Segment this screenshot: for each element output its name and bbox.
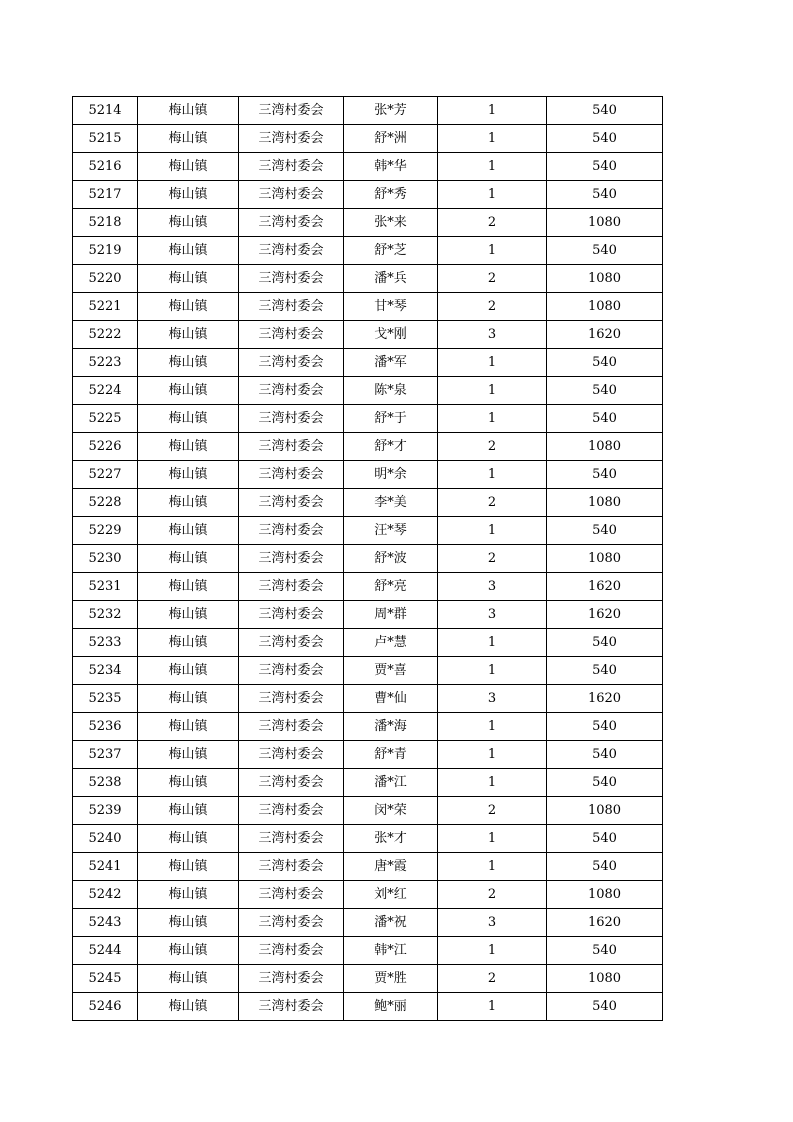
town-cell: 梅山镇	[138, 657, 239, 685]
village-committee-cell: 三湾村委会	[239, 237, 344, 265]
village-committee-cell: 三湾村委会	[239, 517, 344, 545]
row-number-cell: 5241	[73, 853, 138, 881]
person-name-cell: 张*才	[344, 825, 438, 853]
row-number-cell: 5240	[73, 825, 138, 853]
village-committee-cell: 三湾村委会	[239, 573, 344, 601]
amount-cell: 1080	[547, 265, 663, 293]
amount-cell: 1620	[547, 909, 663, 937]
table-row	[73, 909, 663, 937]
table-row	[73, 965, 663, 993]
amount-cell: 540	[547, 825, 663, 853]
row-number-cell: 5222	[73, 321, 138, 349]
row-number-cell: 5232	[73, 601, 138, 629]
row-number-cell: 5234	[73, 657, 138, 685]
row-number-cell: 5228	[73, 489, 138, 517]
table-row	[73, 825, 663, 853]
town-cell: 梅山镇	[138, 461, 239, 489]
village-committee-cell: 三湾村委会	[239, 769, 344, 797]
household-count-cell: 1	[438, 825, 547, 853]
household-count-cell: 2	[438, 265, 547, 293]
table-row	[73, 629, 663, 657]
town-cell: 梅山镇	[138, 125, 239, 153]
village-committee-cell: 三湾村委会	[239, 405, 344, 433]
town-cell: 梅山镇	[138, 993, 239, 1021]
village-committee-cell: 三湾村委会	[239, 153, 344, 181]
table-row	[73, 293, 663, 321]
town-cell: 梅山镇	[138, 349, 239, 377]
amount-cell: 540	[547, 125, 663, 153]
amount-cell: 540	[547, 937, 663, 965]
table-row	[73, 881, 663, 909]
person-name-cell: 潘*兵	[344, 265, 438, 293]
person-name-cell: 周*群	[344, 601, 438, 629]
amount-cell: 540	[547, 237, 663, 265]
town-cell: 梅山镇	[138, 293, 239, 321]
village-committee-cell: 三湾村委会	[239, 461, 344, 489]
row-number-cell: 5218	[73, 209, 138, 237]
village-committee-cell: 三湾村委会	[239, 349, 344, 377]
table-row	[73, 853, 663, 881]
table-row	[73, 937, 663, 965]
village-committee-cell: 三湾村委会	[239, 97, 344, 125]
table-row	[73, 545, 663, 573]
table-row	[73, 601, 663, 629]
village-committee-cell: 三湾村委会	[239, 685, 344, 713]
amount-cell: 540	[547, 349, 663, 377]
person-name-cell: 陈*泉	[344, 377, 438, 405]
village-committee-cell: 三湾村委会	[239, 433, 344, 461]
town-cell: 梅山镇	[138, 937, 239, 965]
table-row	[73, 153, 663, 181]
table-row	[73, 573, 663, 601]
row-number-cell: 5239	[73, 797, 138, 825]
village-committee-cell: 三湾村委会	[239, 993, 344, 1021]
row-number-cell: 5238	[73, 769, 138, 797]
amount-cell: 540	[547, 741, 663, 769]
amount-cell: 540	[547, 181, 663, 209]
table-row	[73, 685, 663, 713]
row-number-cell: 5242	[73, 881, 138, 909]
town-cell: 梅山镇	[138, 573, 239, 601]
village-committee-cell: 三湾村委会	[239, 629, 344, 657]
town-cell: 梅山镇	[138, 321, 239, 349]
person-name-cell: 卢*慧	[344, 629, 438, 657]
household-count-cell: 1	[438, 853, 547, 881]
town-cell: 梅山镇	[138, 769, 239, 797]
person-name-cell: 潘*江	[344, 769, 438, 797]
person-name-cell: 张*芳	[344, 97, 438, 125]
row-number-cell: 5224	[73, 377, 138, 405]
village-committee-cell: 三湾村委会	[239, 713, 344, 741]
household-count-cell: 1	[438, 937, 547, 965]
amount-cell: 540	[547, 517, 663, 545]
amount-cell: 540	[547, 405, 663, 433]
town-cell: 梅山镇	[138, 685, 239, 713]
amount-cell: 1080	[547, 209, 663, 237]
amount-cell: 1620	[547, 685, 663, 713]
table-body	[73, 97, 663, 1021]
household-count-cell: 3	[438, 685, 547, 713]
village-committee-cell: 三湾村委会	[239, 293, 344, 321]
village-committee-cell: 三湾村委会	[239, 741, 344, 769]
town-cell: 梅山镇	[138, 629, 239, 657]
household-count-cell: 1	[438, 461, 547, 489]
person-name-cell: 贾*喜	[344, 657, 438, 685]
person-name-cell: 舒*秀	[344, 181, 438, 209]
household-count-cell: 1	[438, 629, 547, 657]
row-number-cell: 5236	[73, 713, 138, 741]
table-row	[73, 405, 663, 433]
town-cell: 梅山镇	[138, 909, 239, 937]
village-committee-cell: 三湾村委会	[239, 797, 344, 825]
household-count-cell: 2	[438, 209, 547, 237]
person-name-cell: 舒*洲	[344, 125, 438, 153]
person-name-cell: 曹*仙	[344, 685, 438, 713]
town-cell: 梅山镇	[138, 405, 239, 433]
village-committee-cell: 三湾村委会	[239, 657, 344, 685]
person-name-cell: 戈*刚	[344, 321, 438, 349]
town-cell: 梅山镇	[138, 965, 239, 993]
table-row	[73, 97, 663, 125]
amount-cell: 540	[547, 153, 663, 181]
household-count-cell: 1	[438, 349, 547, 377]
village-committee-cell: 三湾村委会	[239, 965, 344, 993]
household-count-cell: 1	[438, 741, 547, 769]
household-count-cell: 2	[438, 965, 547, 993]
person-name-cell: 舒*芝	[344, 237, 438, 265]
row-number-cell: 5246	[73, 993, 138, 1021]
village-committee-cell: 三湾村委会	[239, 489, 344, 517]
town-cell: 梅山镇	[138, 97, 239, 125]
amount-cell: 540	[547, 713, 663, 741]
row-number-cell: 5214	[73, 97, 138, 125]
person-name-cell: 鲍*丽	[344, 993, 438, 1021]
household-count-cell: 1	[438, 769, 547, 797]
table-row	[73, 321, 663, 349]
household-count-cell: 1	[438, 181, 547, 209]
row-number-cell: 5227	[73, 461, 138, 489]
village-committee-cell: 三湾村委会	[239, 853, 344, 881]
household-count-cell: 1	[438, 377, 547, 405]
amount-cell: 1620	[547, 321, 663, 349]
village-committee-cell: 三湾村委会	[239, 881, 344, 909]
village-committee-cell: 三湾村委会	[239, 209, 344, 237]
household-count-cell: 3	[438, 321, 547, 349]
town-cell: 梅山镇	[138, 853, 239, 881]
row-number-cell: 5231	[73, 573, 138, 601]
row-number-cell: 5221	[73, 293, 138, 321]
person-name-cell: 贾*胜	[344, 965, 438, 993]
household-count-cell: 1	[438, 97, 547, 125]
household-count-cell: 2	[438, 433, 547, 461]
row-number-cell: 5230	[73, 545, 138, 573]
town-cell: 梅山镇	[138, 265, 239, 293]
person-name-cell: 潘*海	[344, 713, 438, 741]
row-number-cell: 5245	[73, 965, 138, 993]
village-committee-cell: 三湾村委会	[239, 377, 344, 405]
table-row	[73, 209, 663, 237]
table-row	[73, 489, 663, 517]
amount-cell: 1620	[547, 601, 663, 629]
table-row	[73, 741, 663, 769]
row-number-cell: 5235	[73, 685, 138, 713]
village-committee-cell: 三湾村委会	[239, 909, 344, 937]
town-cell: 梅山镇	[138, 377, 239, 405]
table-row	[73, 517, 663, 545]
town-cell: 梅山镇	[138, 741, 239, 769]
row-number-cell: 5226	[73, 433, 138, 461]
table-row	[73, 265, 663, 293]
town-cell: 梅山镇	[138, 713, 239, 741]
amount-cell: 1080	[547, 433, 663, 461]
household-count-cell: 2	[438, 881, 547, 909]
table-row	[73, 461, 663, 489]
household-count-cell: 3	[438, 601, 547, 629]
town-cell: 梅山镇	[138, 545, 239, 573]
amount-cell: 1080	[547, 293, 663, 321]
household-count-cell: 2	[438, 293, 547, 321]
row-number-cell: 5233	[73, 629, 138, 657]
amount-cell: 540	[547, 461, 663, 489]
table-row	[73, 237, 663, 265]
row-number-cell: 5220	[73, 265, 138, 293]
amount-cell: 540	[547, 853, 663, 881]
village-committee-cell: 三湾村委会	[239, 125, 344, 153]
person-name-cell: 舒*于	[344, 405, 438, 433]
village-committee-cell: 三湾村委会	[239, 545, 344, 573]
person-name-cell: 甘*琴	[344, 293, 438, 321]
amount-cell: 540	[547, 993, 663, 1021]
amount-cell: 1080	[547, 489, 663, 517]
person-name-cell: 舒*亮	[344, 573, 438, 601]
row-number-cell: 5243	[73, 909, 138, 937]
amount-cell: 540	[547, 657, 663, 685]
row-number-cell: 5225	[73, 405, 138, 433]
row-number-cell: 5237	[73, 741, 138, 769]
household-count-cell: 2	[438, 797, 547, 825]
person-name-cell: 闵*荣	[344, 797, 438, 825]
amount-cell: 1080	[547, 965, 663, 993]
village-committee-cell: 三湾村委会	[239, 321, 344, 349]
person-name-cell: 明*余	[344, 461, 438, 489]
amount-cell: 540	[547, 377, 663, 405]
household-count-cell: 1	[438, 657, 547, 685]
table-row	[73, 769, 663, 797]
town-cell: 梅山镇	[138, 489, 239, 517]
town-cell: 梅山镇	[138, 237, 239, 265]
row-number-cell: 5229	[73, 517, 138, 545]
table-row	[73, 181, 663, 209]
household-count-cell: 1	[438, 237, 547, 265]
table-row	[73, 125, 663, 153]
village-committee-cell: 三湾村委会	[239, 181, 344, 209]
amount-cell: 540	[547, 769, 663, 797]
town-cell: 梅山镇	[138, 881, 239, 909]
town-cell: 梅山镇	[138, 825, 239, 853]
person-name-cell: 舒*波	[344, 545, 438, 573]
amount-cell: 1080	[547, 545, 663, 573]
person-name-cell: 潘*军	[344, 349, 438, 377]
person-name-cell: 李*美	[344, 489, 438, 517]
household-count-cell: 2	[438, 545, 547, 573]
person-name-cell: 刘*红	[344, 881, 438, 909]
row-number-cell: 5244	[73, 937, 138, 965]
village-committee-cell: 三湾村委会	[239, 601, 344, 629]
person-name-cell: 潘*祝	[344, 909, 438, 937]
data-table	[72, 96, 663, 1021]
town-cell: 梅山镇	[138, 797, 239, 825]
town-cell: 梅山镇	[138, 153, 239, 181]
table-row	[73, 433, 663, 461]
person-name-cell: 张*来	[344, 209, 438, 237]
household-count-cell: 1	[438, 517, 547, 545]
household-count-cell: 2	[438, 489, 547, 517]
person-name-cell: 舒*青	[344, 741, 438, 769]
town-cell: 梅山镇	[138, 181, 239, 209]
household-count-cell: 1	[438, 405, 547, 433]
table-row	[73, 713, 663, 741]
household-count-cell: 1	[438, 125, 547, 153]
row-number-cell: 5223	[73, 349, 138, 377]
person-name-cell: 舒*才	[344, 433, 438, 461]
person-name-cell: 韩*华	[344, 153, 438, 181]
amount-cell: 1620	[547, 573, 663, 601]
row-number-cell: 5216	[73, 153, 138, 181]
town-cell: 梅山镇	[138, 433, 239, 461]
village-committee-cell: 三湾村委会	[239, 825, 344, 853]
household-count-cell: 3	[438, 573, 547, 601]
household-count-cell: 1	[438, 713, 547, 741]
amount-cell: 1080	[547, 797, 663, 825]
table-row	[73, 797, 663, 825]
row-number-cell: 5219	[73, 237, 138, 265]
town-cell: 梅山镇	[138, 517, 239, 545]
table-row	[73, 657, 663, 685]
table-row	[73, 993, 663, 1021]
town-cell: 梅山镇	[138, 601, 239, 629]
household-count-cell: 1	[438, 993, 547, 1021]
village-committee-cell: 三湾村委会	[239, 265, 344, 293]
village-committee-cell: 三湾村委会	[239, 937, 344, 965]
household-count-cell: 1	[438, 153, 547, 181]
table-row	[73, 377, 663, 405]
person-name-cell: 韩*江	[344, 937, 438, 965]
row-number-cell: 5217	[73, 181, 138, 209]
person-name-cell: 唐*霞	[344, 853, 438, 881]
row-number-cell: 5215	[73, 125, 138, 153]
amount-cell: 1080	[547, 881, 663, 909]
amount-cell: 540	[547, 629, 663, 657]
town-cell: 梅山镇	[138, 209, 239, 237]
household-count-cell: 3	[438, 909, 547, 937]
person-name-cell: 汪*琴	[344, 517, 438, 545]
table-row	[73, 349, 663, 377]
amount-cell: 540	[547, 97, 663, 125]
